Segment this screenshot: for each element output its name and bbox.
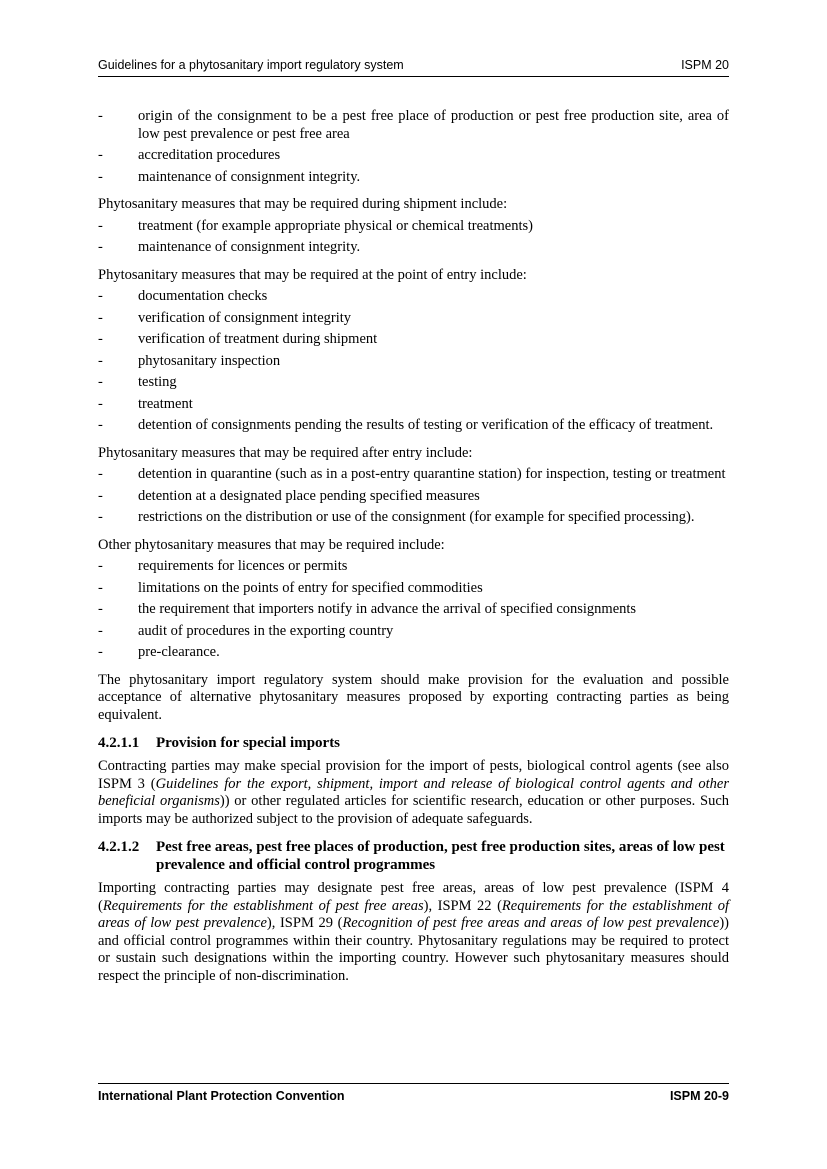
list-item: - treatment: [98, 396, 729, 414]
page-body: [98, 108, 729, 989]
list-item: - testing: [98, 374, 729, 392]
section-title: Provision for special imports: [156, 735, 341, 751]
paragraph-special-imports: Contracting parties may make special provision for the import of pests, biological control agents (see also ISPM 3 (Guidelines for the export, shipment, import and release of biological control agents and other beneficial organisms)) or other regulated articles for scientific research, education or other purposes. Such imports may be authorized subject to the provision of adequate safeguards.: [98, 758, 730, 827]
list-item: - restrictions on the distribution or use of the consignment (for example for specified processing).: [98, 509, 729, 527]
list-item: - treatment (for example appropriate physical or chemical treatments): [98, 218, 729, 236]
header-standard: ISPM 20: [681, 58, 729, 72]
paragraph-after-entry: Phytosanitary measures that may be required after entry include:: [98, 444, 473, 461]
paragraph-pest-free-areas: Importing contracting parties may designate pest free areas, areas of low pest prevalence (ISPM 4 (Requirements for the establishment of pest free areas), ISPM 22 (Requirements for the establishment of areas of low pest prevalence), ISPM 29 (Recognition of pest free areas and areas of low pest prevalence)) and official control programmes within their country. Phytosanitary regulations may be required to protect or sustain such designations within the importing country. However such phytosanitary measures should respect the principle of non-discrimination.: [98, 880, 729, 984]
list-pre-export: [98, 108, 729, 186]
list-item: - accreditation procedures: [98, 147, 729, 165]
page-header: [98, 58, 729, 77]
paragraph-entry: Phytosanitary measures that may be required at the point of entry include:: [98, 266, 527, 283]
list-item: - the requirement that importers notify in advance the arrival of specified consignments: [98, 601, 729, 619]
list-after-entry: [98, 466, 729, 527]
list-item: - requirements for licences or permits: [98, 558, 729, 576]
list-item: - audit of procedures in the exporting country: [98, 623, 729, 641]
list-item: - limitations on the points of entry for specified commodities: [98, 580, 729, 598]
list-shipment: [98, 218, 729, 257]
list-item: - documentation checks: [98, 288, 729, 306]
list-item: - origin of the consignment to be a pest free place of production or pest free production site, area of low pest prevalence or pest free area: [98, 108, 729, 143]
page-number: ISPM 20-9: [669, 1089, 729, 1103]
list-item: - detention of consignments pending the results of testing or verification of the efficacy of treatment.: [98, 417, 729, 435]
list-other: [98, 558, 729, 662]
list-item: - detention at a designated place pending specified measures: [98, 488, 729, 506]
list-item: - detention in quarantine (such as in a post-entry quarantine station) for inspection, testing or treatment: [98, 466, 729, 484]
paragraph-shipment: Phytosanitary measures that may be required during shipment include:: [98, 196, 508, 212]
list-item: - verification of consignment integrity: [98, 310, 729, 328]
list-entry: [98, 288, 729, 435]
list-item: - pre-clearance.: [98, 644, 729, 662]
section-number: 4.2.1.1: [98, 735, 140, 751]
header-title: Guidelines for a phytosanitary import regulatory system: [98, 58, 404, 72]
list-item: - verification of treatment during shipment: [98, 331, 729, 349]
section-heading-4-2-1-1: [98, 734, 729, 752]
footer-organization: International Plant Protection Convention: [98, 1089, 345, 1103]
page-footer: [98, 1083, 729, 1104]
section-title: Pest free areas, pest free places of production, pest free production sites, areas of low pest prevalence and official control programmes: [156, 839, 725, 873]
list-item: - phytosanitary inspection: [98, 353, 729, 371]
list-item: - maintenance of consignment integrity.: [98, 169, 729, 187]
section-number: 4.2.1.2: [98, 839, 140, 855]
list-item: - maintenance of consignment integrity.: [98, 239, 729, 257]
paragraph-equivalence: The phytosanitary import regulatory system should make provision for the evaluation and possible acceptance of alternative phytosanitary measures proposed by exporting contracting parties as being equivalent.: [98, 671, 729, 723]
paragraph-other: Other phytosanitary measures that may be required include:: [98, 536, 445, 553]
section-heading-4-2-1-2: [98, 838, 729, 874]
